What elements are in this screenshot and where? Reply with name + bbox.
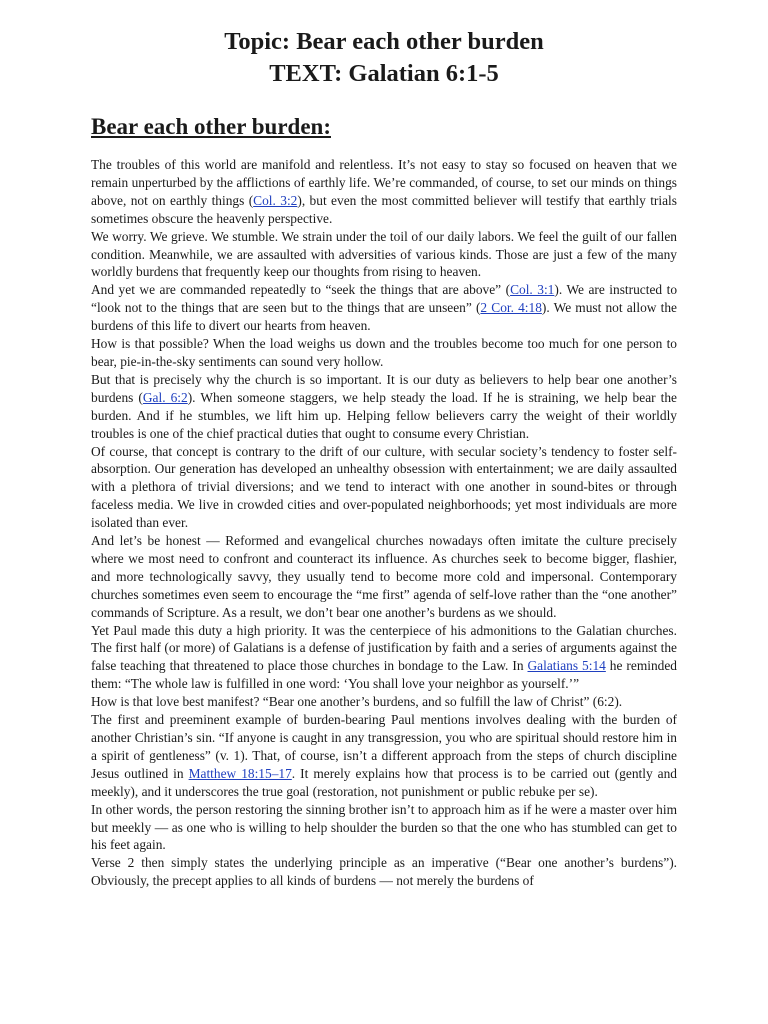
- paragraph-text: ), but even the most committed believer will testify that earthly trials sometimes obscure the heavenly perspective.: [91, 192, 677, 226]
- paragraph-text: Yet Paul made this duty a high priority. It was the centerpiece of his admonitions to the Galatian churches. The first half (or more) of Galatians is a defense of justification by faith and a series of arguments against the false teaching that threatened to place those churches in bondage to the Law. In: [91, 622, 677, 674]
- paragraph-text: The first and preeminent example of burden-bearing Paul mentions involves dealing with the burden of another Christian’s sin. “If anyone is caught in any transgression, you who are spiritual should restore him in a spirit of gentleness” (v. 1). That, of course, isn’t a different approach from the steps of church discipline Jesus outlined in: [91, 712, 677, 781]
- text-reference-title: TEXT: Galatian 6:1-5: [269, 60, 499, 87]
- scripture-link-matthew-18-15[interactable]: Matthew 18:15–17: [188, 765, 292, 781]
- paragraph-text: ). We must not allow the burdens of this life to divert our hearts from heaven.: [91, 300, 677, 334]
- paragraph-4: How is that possible? When the load weighs us down and the troubles become too much for one person to bear, pie-in-the-sky sentiments can sound very hollow.: [91, 336, 677, 369]
- paragraph-text: . It merely explains how that process is to be carried out (gently and meekly), and it underscores the true goal (restoration, not punishment or public rebuke per se).: [91, 765, 677, 799]
- paragraph-6: Of course, that concept is contrary to the drift of our culture, with secular society’s tendency to foster self-absorption. Our generation has developed an unhealthy obsession with entertainment; we are daily assaulted with a plethora of trivial diversions; and we tend to interact with one another in sound-bites or through faceless media. We live in crowded cities and over-populated neighborhoods; yet most individuals are more isolated than ever.: [91, 443, 677, 531]
- article-body: [91, 156, 677, 890]
- paragraph-3: [91, 281, 677, 335]
- paragraph-8: [91, 622, 677, 694]
- paragraph-10: [91, 711, 677, 801]
- scripture-link-2cor-4-18[interactable]: 2 Cor. 4:18: [480, 300, 542, 316]
- paragraph-text: ). When someone staggers, we help steady the load. If he is straining, we help bear the burden. And if he stumbles, we lift him up. Helping fellow believers carry the weight of their worldly troubles is one of the chief practical duties that ought to consume every Christian.: [91, 389, 677, 441]
- scripture-link-col-3-2[interactable]: Col. 3:2: [253, 192, 298, 208]
- paragraph-12: Verse 2 then simply states the underlying principle as an imperative (“Bear one another’s burdens”). Obviously, the precept applies to all kinds of burdens — not merely the burdens of: [91, 855, 677, 889]
- paragraph-2: We worry. We grieve. We stumble. We strain under the toil of our daily labors. We feel the guilt of our fallen condition. Meanwhile, we are assaulted with adversities of various kinds. Those are just a few of the many worldly burdens that frequently keep our thoughts from rising to heaven.: [91, 228, 677, 280]
- paragraph-text: ). We are instructed to “look not to the things that are seen but to the things that are unseen” (: [91, 282, 678, 316]
- paragraph-text: But that is precisely why the church is so important. It is our duty as believers to help bear one another’s burdens (: [91, 371, 677, 405]
- scripture-link-gal-6-2[interactable]: Gal. 6:2: [142, 389, 188, 405]
- scripture-link-col-3-1[interactable]: Col. 3:1: [510, 282, 555, 298]
- paragraph-7: And let’s be honest — Reformed and evangelical churches nowadays often imitate the culture precisely where we most need to confront and counteract its influence. As churches seek to become bigger, flashier, and more technologically savvy, they usually tend to become more cold and impersonal. Contemporary churches sometimes even seem to encourage the “me first” agenda of self-love rather than the “one another” commands of Scripture. As a result, we don’t bear one another’s burdens as we should.: [91, 533, 677, 620]
- paragraph-text: The troubles of this world are manifold and relentless. It’s not easy to stay so focused on heaven that we remain unperturbed by the afflictions of earthly life. We’re commanded, of course, to set our minds on things above, not on earthly things (: [91, 157, 677, 208]
- paragraph-5: [91, 371, 677, 443]
- paragraph-text: he reminded them: “The whole law is fulfilled in one word: ‘You shall love your neighbor as yourself.’”: [91, 658, 677, 692]
- paragraph-9: How is that love best manifest? “Bear one another’s burdens, and so fulfill the law of Christ” (6:2).: [91, 694, 623, 710]
- paragraph-text: And yet we are commanded repeatedly to “seek the things that are above” (: [91, 282, 511, 298]
- topic-title: Topic: Bear each other burden: [224, 28, 544, 55]
- paragraph-11: In other words, the person restoring the sinning brother isn’t to approach him as if he were a master over him but meekly — as one who is willing to help shoulder the burden so that the one who has stumbled can get to his feet again.: [91, 801, 677, 853]
- scripture-link-galatians-5-14[interactable]: Galatians 5:14: [527, 658, 606, 674]
- paragraph-1: [91, 156, 677, 228]
- section-heading: Bear each other burden:: [91, 114, 331, 139]
